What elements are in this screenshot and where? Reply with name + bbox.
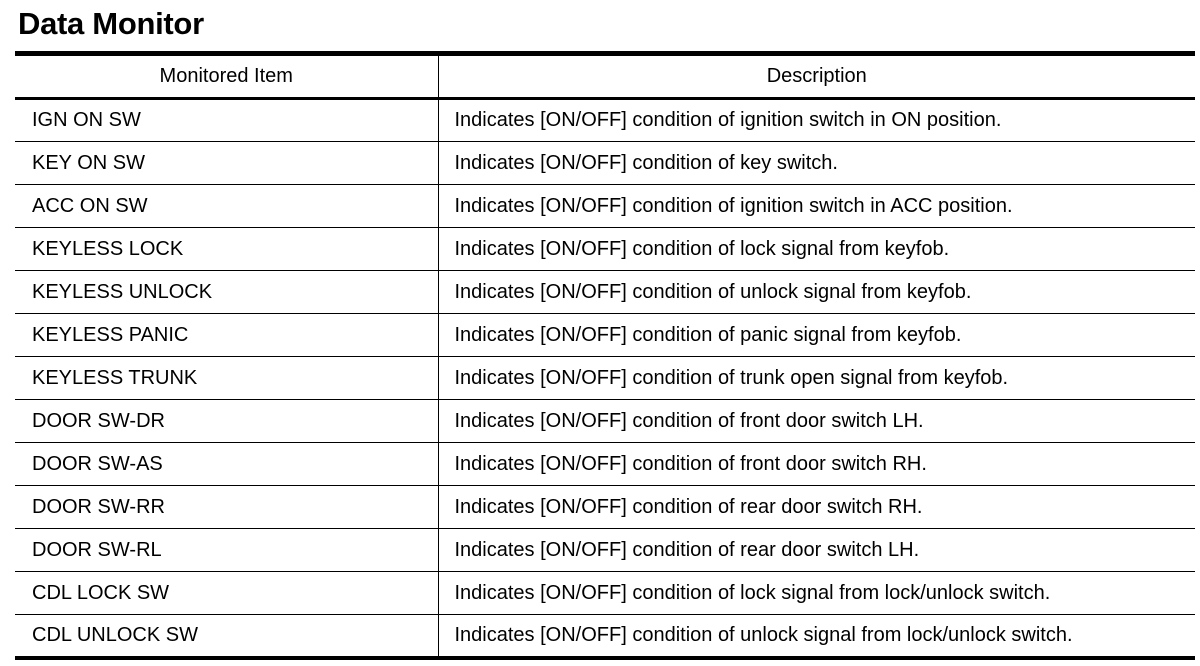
description-cell: Indicates [ON/OFF] condition of lock signal from keyfob. bbox=[438, 228, 1195, 271]
page-title: Data Monitor bbox=[18, 6, 204, 41]
table-row bbox=[15, 615, 1195, 658]
table-row bbox=[15, 400, 1195, 443]
monitored-item-cell: DOOR SW-RR bbox=[15, 486, 438, 529]
monitored-item-cell: CDL UNLOCK SW bbox=[15, 615, 438, 658]
table-row bbox=[15, 142, 1195, 185]
monitored-item-cell: KEYLESS LOCK bbox=[15, 228, 438, 271]
monitored-item-cell: DOOR SW-DR bbox=[15, 400, 438, 443]
description-cell: Indicates [ON/OFF] condition of unlock signal from lock/unlock switch. bbox=[438, 615, 1195, 658]
monitored-item-cell: DOOR SW-RL bbox=[15, 529, 438, 572]
table-row bbox=[15, 314, 1195, 357]
monitored-item-cell: IGN ON SW bbox=[15, 99, 438, 142]
table-row bbox=[15, 529, 1195, 572]
monitored-item-cell: CDL LOCK SW bbox=[15, 572, 438, 615]
data-monitor-table-container bbox=[15, 51, 1195, 660]
monitored-item-cell: ACC ON SW bbox=[15, 185, 438, 228]
description-cell: Indicates [ON/OFF] condition of ignition switch in ON position. bbox=[438, 99, 1195, 142]
description-cell: Indicates [ON/OFF] condition of front door switch LH. bbox=[438, 400, 1195, 443]
column-header-description: Description bbox=[438, 54, 1195, 99]
monitored-item-cell: KEYLESS UNLOCK bbox=[15, 271, 438, 314]
description-cell: Indicates [ON/OFF] condition of key switch. bbox=[438, 142, 1195, 185]
monitored-item-cell: KEY ON SW bbox=[15, 142, 438, 185]
description-cell: Indicates [ON/OFF] condition of ignition switch in ACC position. bbox=[438, 185, 1195, 228]
data-monitor-table bbox=[15, 51, 1195, 660]
column-header-monitored-item: Monitored Item bbox=[15, 54, 438, 99]
description-cell: Indicates [ON/OFF] condition of rear door switch RH. bbox=[438, 486, 1195, 529]
table-row bbox=[15, 185, 1195, 228]
description-cell: Indicates [ON/OFF] condition of trunk open signal from keyfob. bbox=[438, 357, 1195, 400]
table-header-row bbox=[15, 54, 1195, 99]
description-cell: Indicates [ON/OFF] condition of rear door switch LH. bbox=[438, 529, 1195, 572]
table-body bbox=[15, 99, 1195, 658]
description-cell: Indicates [ON/OFF] condition of lock signal from lock/unlock switch. bbox=[438, 572, 1195, 615]
monitored-item-cell: KEYLESS PANIC bbox=[15, 314, 438, 357]
table-row bbox=[15, 572, 1195, 615]
table-row bbox=[15, 228, 1195, 271]
monitored-item-cell: DOOR SW-AS bbox=[15, 443, 438, 486]
description-cell: Indicates [ON/OFF] condition of front door switch RH. bbox=[438, 443, 1195, 486]
table-row bbox=[15, 443, 1195, 486]
table-row bbox=[15, 357, 1195, 400]
table-row bbox=[15, 99, 1195, 142]
table-row bbox=[15, 271, 1195, 314]
description-cell: Indicates [ON/OFF] condition of unlock signal from keyfob. bbox=[438, 271, 1195, 314]
description-cell: Indicates [ON/OFF] condition of panic signal from keyfob. bbox=[438, 314, 1195, 357]
monitored-item-cell: KEYLESS TRUNK bbox=[15, 357, 438, 400]
table-row bbox=[15, 486, 1195, 529]
